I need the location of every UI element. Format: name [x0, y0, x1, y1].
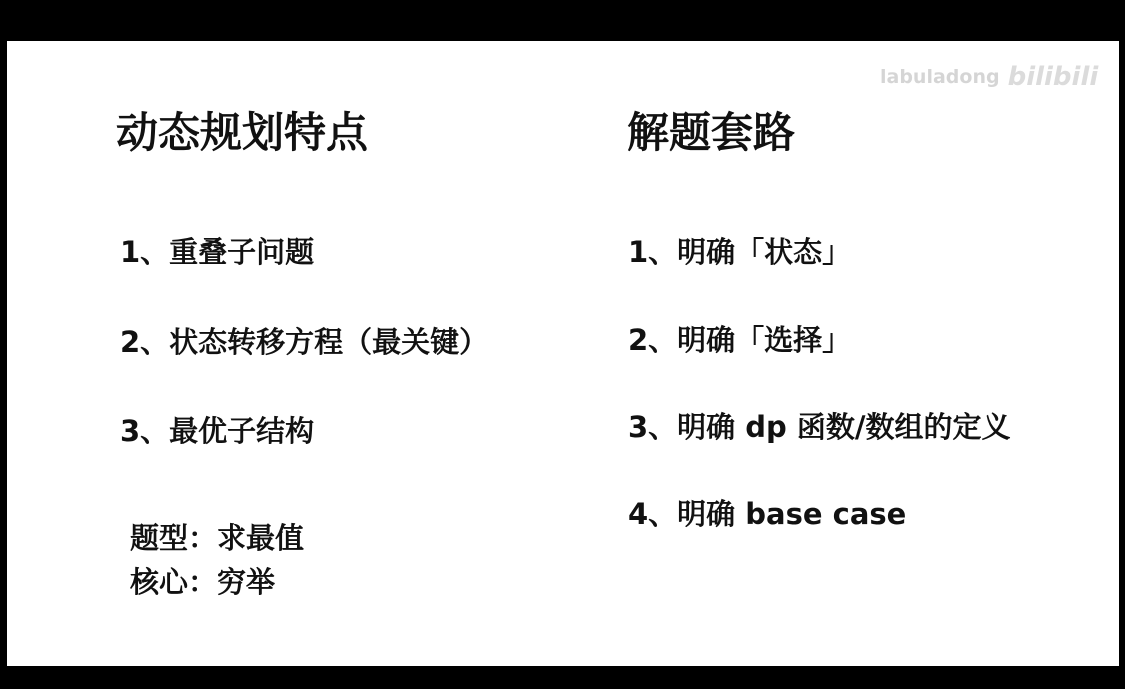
note-problem-type: 题型：求最值	[130, 521, 305, 555]
left-heading: 动态规划特点	[116, 108, 369, 157]
right-item-1: 1、明确「状态」	[628, 235, 852, 269]
watermark-text: labuladong	[880, 66, 1000, 88]
watermark	[880, 62, 1098, 92]
left-item-3: 3、最优子结构	[120, 414, 315, 448]
bilibili-logo-icon: bilibili	[1007, 62, 1099, 92]
left-item-2: 2、状态转移方程（最关键）	[120, 325, 489, 359]
right-item-2: 2、明确「选择」	[628, 323, 852, 357]
right-heading: 解题套路	[627, 108, 796, 157]
right-item-3: 3、明确 dp 函数/数组的定义	[628, 410, 1011, 444]
left-item-1: 1、重叠子问题	[120, 235, 315, 269]
note-core: 核心：穷举	[130, 565, 276, 599]
right-item-4: 4、明确 base case	[628, 497, 907, 531]
